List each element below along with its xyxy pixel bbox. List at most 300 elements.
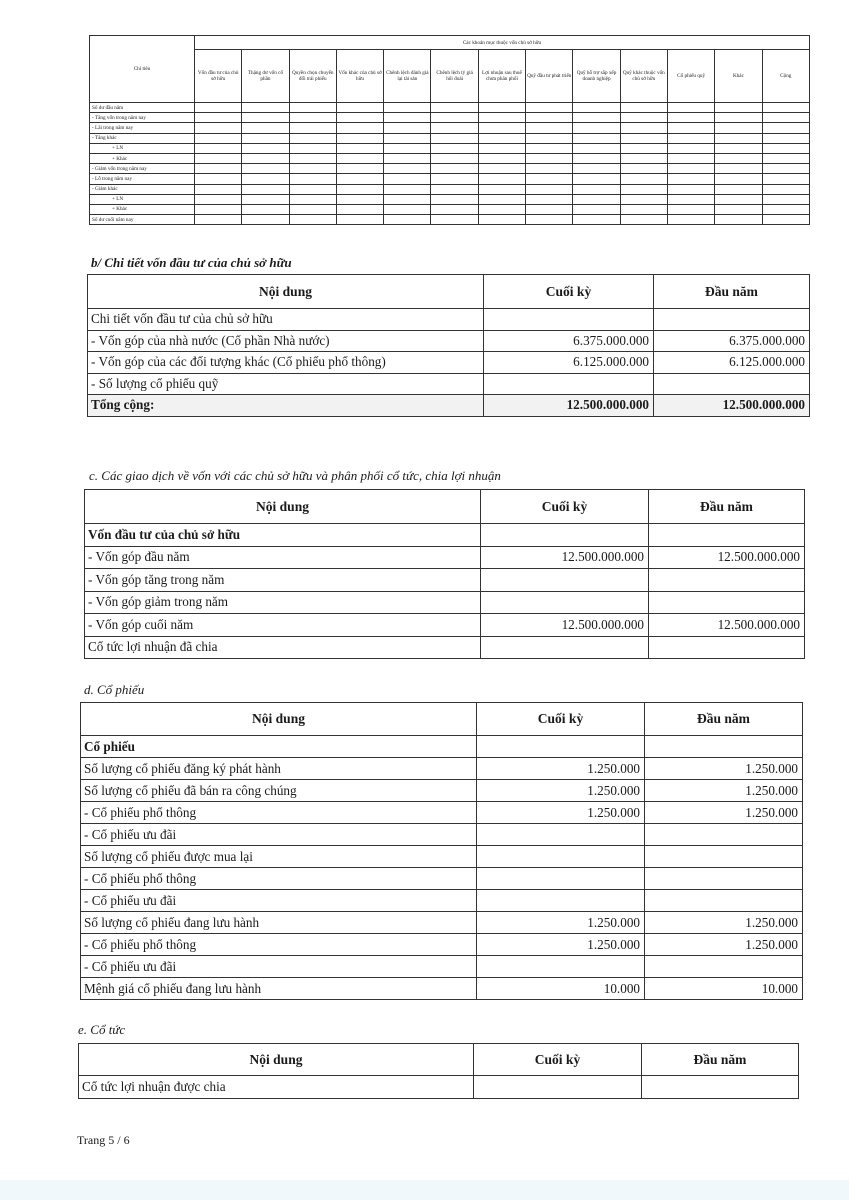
empty-cell bbox=[289, 215, 336, 225]
empty-cell bbox=[242, 204, 289, 214]
empty-cell bbox=[667, 153, 714, 163]
empty-cell bbox=[667, 113, 714, 123]
row-label: - Giảm khác bbox=[90, 184, 195, 194]
table-row bbox=[79, 1076, 799, 1099]
empty-cell bbox=[762, 215, 809, 225]
empty-cell bbox=[715, 164, 762, 174]
empty-cell bbox=[336, 123, 383, 133]
empty-cell bbox=[667, 143, 714, 153]
empty-cell bbox=[620, 133, 667, 143]
empty-cell bbox=[431, 215, 478, 225]
row-label: - Tăng vốn trong năm nay bbox=[90, 113, 195, 123]
table-row bbox=[88, 395, 810, 417]
empty-cell bbox=[431, 184, 478, 194]
value-cuoi-ky bbox=[481, 524, 649, 547]
empty-cell bbox=[526, 174, 573, 184]
header-noi-dung: Nội dung bbox=[85, 490, 481, 524]
table-row bbox=[90, 123, 810, 133]
empty-cell bbox=[195, 113, 242, 123]
empty-cell bbox=[715, 184, 762, 194]
header-cuoi-ky: Cuối kỳ bbox=[481, 490, 649, 524]
value-dau-nam bbox=[642, 1076, 799, 1099]
empty-cell bbox=[620, 164, 667, 174]
empty-cell bbox=[289, 133, 336, 143]
empty-cell bbox=[478, 133, 525, 143]
empty-cell bbox=[478, 153, 525, 163]
label-header: Chỉ tiêu bbox=[90, 36, 195, 103]
empty-cell bbox=[667, 174, 714, 184]
row-label: Số lượng cổ phiếu đã bán ra công chúng bbox=[81, 780, 477, 802]
empty-cell bbox=[242, 133, 289, 143]
empty-cell bbox=[384, 174, 431, 184]
empty-cell bbox=[620, 194, 667, 204]
value-dau-nam bbox=[645, 890, 803, 912]
empty-cell bbox=[620, 174, 667, 184]
table-row bbox=[88, 309, 810, 331]
value-dau-nam: 12.500.000.000 bbox=[654, 395, 810, 417]
empty-cell bbox=[195, 174, 242, 184]
row-label: - Cổ phiếu ưu đãi bbox=[81, 890, 477, 912]
table-row bbox=[81, 802, 803, 824]
empty-cell bbox=[715, 113, 762, 123]
value-cuoi-ky: 1.250.000 bbox=[477, 934, 645, 956]
value-dau-nam bbox=[645, 736, 803, 758]
column-header: Vốn khác của chủ sở hữu bbox=[336, 50, 383, 103]
empty-cell bbox=[667, 133, 714, 143]
value-cuoi-ky: 12.500.000.000 bbox=[481, 546, 649, 569]
empty-cell bbox=[573, 153, 620, 163]
empty-cell bbox=[715, 103, 762, 113]
row-label: - Lãi trong năm nay bbox=[90, 123, 195, 133]
value-cuoi-ky: 1.250.000 bbox=[477, 780, 645, 802]
empty-cell bbox=[526, 123, 573, 133]
row-label: Cổ phiếu bbox=[81, 736, 477, 758]
row-label: Số lượng cổ phiếu được mua lại bbox=[81, 846, 477, 868]
table-row bbox=[88, 330, 810, 352]
empty-cell bbox=[336, 103, 383, 113]
table-row bbox=[85, 636, 805, 659]
empty-cell bbox=[526, 103, 573, 113]
column-header: Lợi nhuận sau thuế chưa phân phối bbox=[478, 50, 525, 103]
empty-cell bbox=[667, 215, 714, 225]
row-label: Cổ tức lợi nhuận được chia bbox=[79, 1076, 474, 1099]
empty-cell bbox=[620, 113, 667, 123]
table-row bbox=[90, 204, 810, 214]
empty-cell bbox=[715, 143, 762, 153]
value-dau-nam: 10.000 bbox=[645, 978, 803, 1000]
row-label: Vốn đầu tư của chủ sở hữu bbox=[85, 524, 481, 547]
empty-cell bbox=[384, 194, 431, 204]
table-row bbox=[90, 194, 810, 204]
row-label: + LN bbox=[90, 194, 195, 204]
empty-cell bbox=[384, 113, 431, 123]
value-cuoi-ky bbox=[474, 1076, 642, 1099]
value-dau-nam bbox=[649, 591, 805, 614]
empty-cell bbox=[195, 143, 242, 153]
empty-cell bbox=[526, 184, 573, 194]
empty-cell bbox=[762, 113, 809, 123]
empty-cell bbox=[573, 184, 620, 194]
table-row bbox=[81, 824, 803, 846]
empty-cell bbox=[289, 123, 336, 133]
header-cuoi-ky: Cuối kỳ bbox=[477, 703, 645, 736]
empty-cell bbox=[384, 215, 431, 225]
empty-cell bbox=[242, 215, 289, 225]
empty-cell bbox=[573, 215, 620, 225]
value-dau-nam bbox=[645, 956, 803, 978]
row-label: - Vốn góp giảm trong năm bbox=[85, 591, 481, 614]
empty-cell bbox=[289, 103, 336, 113]
empty-cell bbox=[431, 133, 478, 143]
value-dau-nam: 1.250.000 bbox=[645, 758, 803, 780]
row-label: Số dư đầu năm bbox=[90, 103, 195, 113]
table-row bbox=[81, 846, 803, 868]
empty-cell bbox=[620, 215, 667, 225]
empty-cell bbox=[336, 133, 383, 143]
section-d-title: d. Cổ phiếu bbox=[84, 682, 145, 697]
empty-cell bbox=[242, 164, 289, 174]
table-row bbox=[81, 868, 803, 890]
empty-cell bbox=[715, 153, 762, 163]
column-header: Quỹ khác thuộc vốn chủ sở hữu bbox=[620, 50, 667, 103]
empty-cell bbox=[384, 133, 431, 143]
value-cuoi-ky: 1.250.000 bbox=[477, 802, 645, 824]
value-cuoi-ky bbox=[481, 569, 649, 592]
empty-cell bbox=[715, 123, 762, 133]
empty-cell bbox=[289, 204, 336, 214]
empty-cell bbox=[336, 194, 383, 204]
column-header: Quỹ đầu tư phát triển bbox=[526, 50, 573, 103]
empty-cell bbox=[195, 215, 242, 225]
empty-cell bbox=[478, 143, 525, 153]
empty-cell bbox=[715, 215, 762, 225]
empty-cell bbox=[573, 123, 620, 133]
table-row bbox=[90, 184, 810, 194]
empty-cell bbox=[478, 204, 525, 214]
empty-cell bbox=[431, 143, 478, 153]
empty-cell bbox=[478, 215, 525, 225]
value-dau-nam: 1.250.000 bbox=[645, 912, 803, 934]
column-header: Chênh lệch tỷ giá hối đoái bbox=[431, 50, 478, 103]
section-b-title: b/ Chi tiết vốn đầu tư của chủ sở hữu bbox=[91, 255, 292, 270]
empty-cell bbox=[289, 194, 336, 204]
empty-cell bbox=[526, 204, 573, 214]
empty-cell bbox=[431, 153, 478, 163]
table-row bbox=[81, 978, 803, 1000]
empty-cell bbox=[526, 113, 573, 123]
value-dau-nam: 12.500.000.000 bbox=[649, 614, 805, 637]
empty-cell bbox=[431, 204, 478, 214]
value-dau-nam: 12.500.000.000 bbox=[649, 546, 805, 569]
value-cuoi-ky: 1.250.000 bbox=[477, 912, 645, 934]
empty-cell bbox=[478, 123, 525, 133]
empty-cell bbox=[715, 133, 762, 143]
empty-cell bbox=[384, 164, 431, 174]
value-cuoi-ky bbox=[477, 846, 645, 868]
value-cuoi-ky bbox=[481, 636, 649, 659]
table-row bbox=[90, 143, 810, 153]
table-row bbox=[81, 758, 803, 780]
row-label: Mệnh giá cổ phiếu đang lưu hành bbox=[81, 978, 477, 1000]
column-header: Cổ phiếu quỹ bbox=[667, 50, 714, 103]
empty-cell bbox=[715, 194, 762, 204]
table-row bbox=[81, 780, 803, 802]
value-cuoi-ky: 12.500.000.000 bbox=[484, 395, 654, 417]
empty-cell bbox=[526, 215, 573, 225]
empty-cell bbox=[195, 123, 242, 133]
row-label: - Vốn góp tăng trong năm bbox=[85, 569, 481, 592]
empty-cell bbox=[478, 103, 525, 113]
row-label: - Cổ phiếu ưu đãi bbox=[81, 956, 477, 978]
page-number: Trang 5 / 6 bbox=[77, 1133, 130, 1147]
value-cuoi-ky bbox=[477, 956, 645, 978]
header-noi-dung: Nội dung bbox=[81, 703, 477, 736]
value-dau-nam bbox=[654, 309, 810, 331]
table-row bbox=[90, 113, 810, 123]
table-row bbox=[85, 569, 805, 592]
empty-cell bbox=[289, 174, 336, 184]
empty-cell bbox=[195, 153, 242, 163]
table-row bbox=[81, 912, 803, 934]
column-header: Khác bbox=[715, 50, 762, 103]
empty-cell bbox=[667, 164, 714, 174]
column-header: Quỹ hỗ trợ sắp xếp doanh nghiệp bbox=[573, 50, 620, 103]
table-row bbox=[90, 174, 810, 184]
empty-cell bbox=[336, 215, 383, 225]
table-row bbox=[90, 164, 810, 174]
row-label: + Khác bbox=[90, 153, 195, 163]
empty-cell bbox=[289, 153, 336, 163]
empty-cell bbox=[289, 113, 336, 123]
empty-cell bbox=[195, 164, 242, 174]
section-c-title: c. Các giao dịch về vốn với các chủ sở hữu và phân phối cổ tức, chia lợi nhuận bbox=[89, 468, 501, 483]
empty-cell bbox=[336, 153, 383, 163]
row-label: Tổng cộng: bbox=[88, 395, 484, 417]
header-cuoi-ky: Cuối kỳ bbox=[474, 1044, 642, 1076]
empty-cell bbox=[478, 184, 525, 194]
value-cuoi-ky bbox=[484, 309, 654, 331]
table-row bbox=[90, 103, 810, 113]
empty-cell bbox=[431, 113, 478, 123]
scan-bottom-edge bbox=[0, 1180, 849, 1200]
dividends-table bbox=[78, 1043, 799, 1099]
empty-cell bbox=[715, 174, 762, 184]
empty-cell bbox=[289, 143, 336, 153]
empty-cell bbox=[195, 194, 242, 204]
empty-cell bbox=[573, 174, 620, 184]
empty-cell bbox=[384, 184, 431, 194]
owner-capital-detail-table bbox=[87, 274, 810, 417]
row-label: - Cổ phiếu phổ thông bbox=[81, 934, 477, 956]
empty-cell bbox=[431, 123, 478, 133]
empty-cell bbox=[242, 123, 289, 133]
table-row bbox=[81, 934, 803, 956]
row-label: - Cổ phiếu ưu đãi bbox=[81, 824, 477, 846]
value-cuoi-ky: 6.375.000.000 bbox=[484, 330, 654, 352]
empty-cell bbox=[195, 133, 242, 143]
value-dau-nam: 1.250.000 bbox=[645, 802, 803, 824]
table-row bbox=[90, 215, 810, 225]
value-cuoi-ky bbox=[477, 868, 645, 890]
empty-cell bbox=[526, 153, 573, 163]
empty-cell bbox=[762, 143, 809, 153]
empty-cell bbox=[242, 103, 289, 113]
section-e-title: e. Cổ tức bbox=[78, 1022, 126, 1037]
table-row bbox=[81, 736, 803, 758]
empty-cell bbox=[242, 184, 289, 194]
empty-cell bbox=[242, 143, 289, 153]
empty-cell bbox=[431, 164, 478, 174]
empty-cell bbox=[762, 133, 809, 143]
empty-cell bbox=[667, 184, 714, 194]
empty-cell bbox=[573, 164, 620, 174]
empty-cell bbox=[478, 113, 525, 123]
empty-cell bbox=[762, 123, 809, 133]
value-cuoi-ky bbox=[477, 890, 645, 912]
empty-cell bbox=[478, 194, 525, 204]
empty-cell bbox=[384, 123, 431, 133]
value-dau-nam: 1.250.000 bbox=[645, 934, 803, 956]
group-header: Các khoản mục thuộc vốn chủ sở hữu bbox=[195, 36, 810, 50]
row-label: - Vốn góp đầu năm bbox=[85, 546, 481, 569]
empty-cell bbox=[384, 204, 431, 214]
value-dau-nam bbox=[649, 636, 805, 659]
empty-cell bbox=[478, 174, 525, 184]
header-dau-nam: Đầu năm bbox=[654, 275, 810, 309]
empty-cell bbox=[620, 153, 667, 163]
empty-cell bbox=[573, 103, 620, 113]
column-header: Chênh lệch đánh giá lại tài sản bbox=[384, 50, 431, 103]
value-dau-nam: 1.250.000 bbox=[645, 780, 803, 802]
empty-cell bbox=[526, 133, 573, 143]
empty-cell bbox=[573, 133, 620, 143]
empty-cell bbox=[667, 123, 714, 133]
header-noi-dung: Nội dung bbox=[88, 275, 484, 309]
empty-cell bbox=[762, 153, 809, 163]
empty-cell bbox=[620, 123, 667, 133]
empty-cell bbox=[762, 194, 809, 204]
empty-cell bbox=[526, 164, 573, 174]
value-cuoi-ky: 1.250.000 bbox=[477, 758, 645, 780]
empty-cell bbox=[336, 113, 383, 123]
empty-cell bbox=[195, 204, 242, 214]
row-label: - Vốn góp của nhà nước (Cổ phần Nhà nước) bbox=[88, 330, 484, 352]
row-label: - Vốn góp cuối năm bbox=[85, 614, 481, 637]
equity-movement-table bbox=[89, 35, 810, 225]
value-cuoi-ky bbox=[477, 824, 645, 846]
value-dau-nam bbox=[645, 824, 803, 846]
row-label: + LN bbox=[90, 143, 195, 153]
empty-cell bbox=[478, 164, 525, 174]
value-dau-nam: 6.125.000.000 bbox=[654, 352, 810, 374]
value-dau-nam bbox=[649, 569, 805, 592]
empty-cell bbox=[431, 103, 478, 113]
value-cuoi-ky: 12.500.000.000 bbox=[481, 614, 649, 637]
empty-cell bbox=[384, 153, 431, 163]
value-dau-nam bbox=[654, 373, 810, 395]
empty-cell bbox=[242, 153, 289, 163]
table-row bbox=[85, 546, 805, 569]
header-dau-nam: Đầu năm bbox=[642, 1044, 799, 1076]
empty-cell bbox=[667, 194, 714, 204]
row-label: Số dư cuối năm nay bbox=[90, 215, 195, 225]
column-header: Quyền chọn chuyển đổi trái phiếu bbox=[289, 50, 336, 103]
empty-cell bbox=[384, 103, 431, 113]
empty-cell bbox=[715, 204, 762, 214]
header-cuoi-ky: Cuối kỳ bbox=[484, 275, 654, 309]
empty-cell bbox=[526, 143, 573, 153]
empty-cell bbox=[195, 103, 242, 113]
row-label: - Giảm vốn trong năm nay bbox=[90, 164, 195, 174]
empty-cell bbox=[620, 204, 667, 214]
row-label: + Khác bbox=[90, 204, 195, 214]
empty-cell bbox=[573, 204, 620, 214]
empty-cell bbox=[620, 184, 667, 194]
empty-cell bbox=[336, 204, 383, 214]
header-dau-nam: Đầu năm bbox=[649, 490, 805, 524]
value-dau-nam bbox=[645, 846, 803, 868]
row-label: Chi tiết vốn đầu tư của chủ sở hữu bbox=[88, 309, 484, 331]
empty-cell bbox=[195, 184, 242, 194]
column-header: Thặng dư vốn cổ phần bbox=[242, 50, 289, 103]
empty-cell bbox=[573, 113, 620, 123]
row-label: Số lượng cổ phiếu đăng ký phát hành bbox=[81, 758, 477, 780]
row-label: - Cổ phiếu phổ thông bbox=[81, 868, 477, 890]
row-label: - Tăng khác bbox=[90, 133, 195, 143]
value-cuoi-ky: 10.000 bbox=[477, 978, 645, 1000]
empty-cell bbox=[762, 184, 809, 194]
empty-cell bbox=[242, 113, 289, 123]
value-dau-nam bbox=[649, 524, 805, 547]
empty-cell bbox=[336, 143, 383, 153]
empty-cell bbox=[573, 143, 620, 153]
empty-cell bbox=[762, 174, 809, 184]
table-row bbox=[85, 591, 805, 614]
row-label: - Cổ phiếu phổ thông bbox=[81, 802, 477, 824]
table-row bbox=[81, 890, 803, 912]
empty-cell bbox=[620, 103, 667, 113]
empty-cell bbox=[620, 143, 667, 153]
empty-cell bbox=[667, 204, 714, 214]
table-row bbox=[88, 352, 810, 374]
header-noi-dung: Nội dung bbox=[79, 1044, 474, 1076]
empty-cell bbox=[526, 194, 573, 204]
table-row bbox=[85, 614, 805, 637]
shares-table bbox=[80, 702, 803, 1000]
value-dau-nam bbox=[645, 868, 803, 890]
value-cuoi-ky: 6.125.000.000 bbox=[484, 352, 654, 374]
row-label: - Lỗ trong năm nay bbox=[90, 174, 195, 184]
empty-cell bbox=[336, 184, 383, 194]
row-label: Cổ tức lợi nhuận đã chia bbox=[85, 636, 481, 659]
table-row bbox=[90, 153, 810, 163]
row-label: - Vốn góp của các đối tượng khác (Cổ phiếu phổ thông) bbox=[88, 352, 484, 374]
empty-cell bbox=[384, 143, 431, 153]
empty-cell bbox=[573, 194, 620, 204]
column-header: Vốn đầu tư của chủ sở hữu bbox=[195, 50, 242, 103]
empty-cell bbox=[336, 164, 383, 174]
empty-cell bbox=[762, 204, 809, 214]
empty-cell bbox=[762, 164, 809, 174]
row-label: - Số lượng cổ phiếu quỹ bbox=[88, 373, 484, 395]
value-cuoi-ky bbox=[477, 736, 645, 758]
column-header: Cộng bbox=[762, 50, 809, 103]
empty-cell bbox=[762, 103, 809, 113]
empty-cell bbox=[242, 174, 289, 184]
empty-cell bbox=[289, 164, 336, 174]
value-dau-nam: 6.375.000.000 bbox=[654, 330, 810, 352]
capital-transactions-table bbox=[84, 489, 805, 659]
